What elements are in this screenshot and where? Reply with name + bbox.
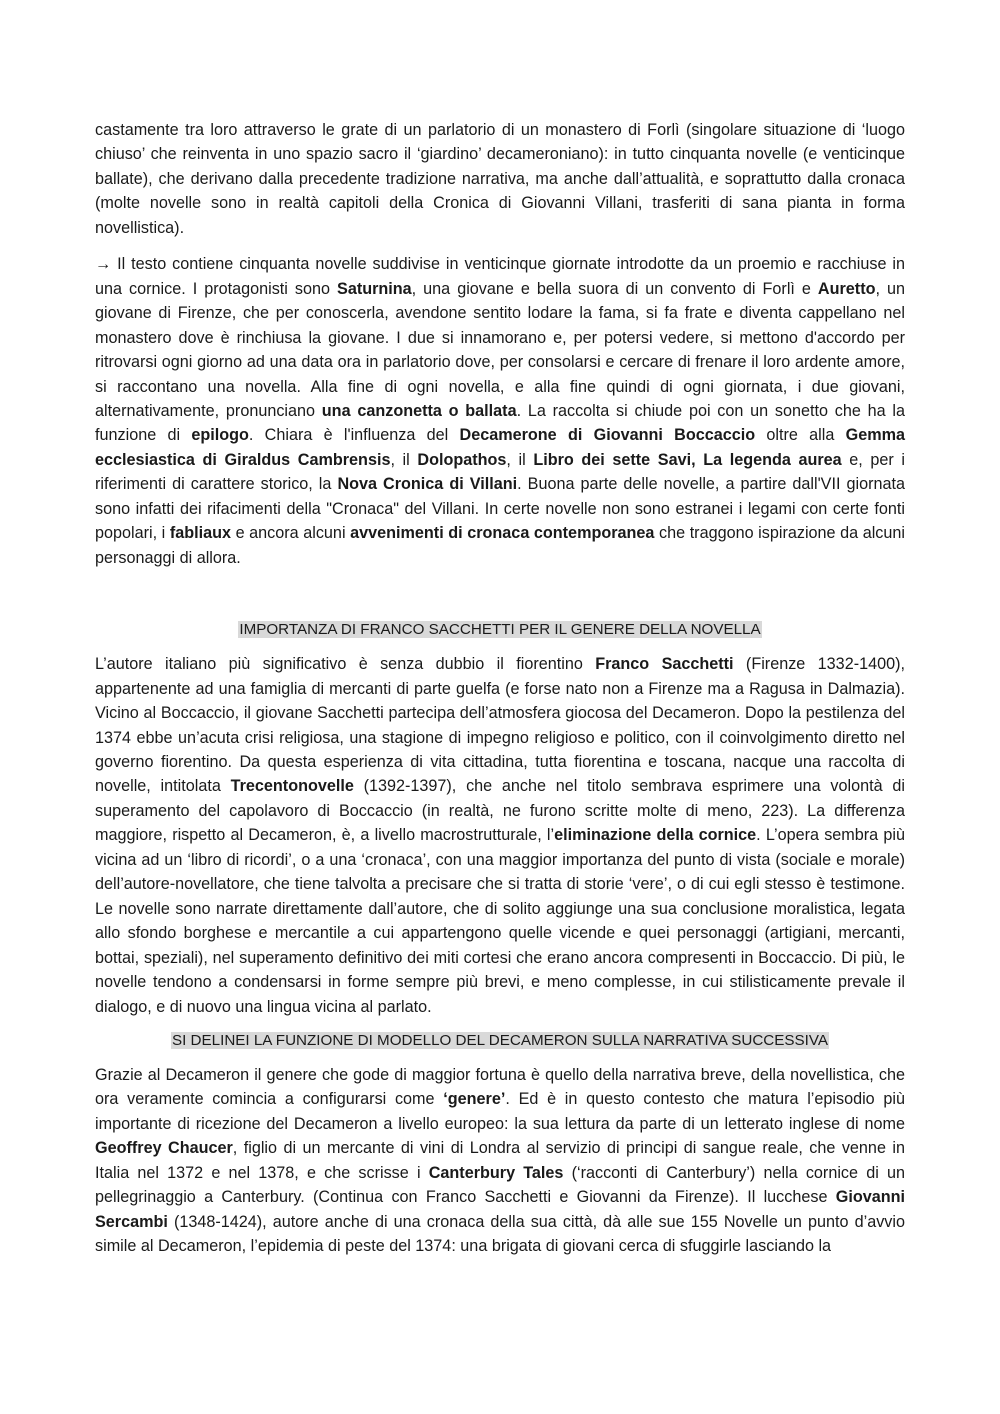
text-span: , figlio di un mercante di vini di Londra al servizio di principi di sangue reale, che venne in Italia nel 1372 e nel 1378, e che scrisse i: [95, 1139, 905, 1182]
bold-term: Libro dei sette Savi, La legenda aurea: [533, 450, 842, 469]
text-span: e ancora alcuni: [231, 524, 351, 543]
text-span: Grazie al Decameron il genere che gode di maggior fortuna è quello della narrativa breve, della novellistica, che ora veramente comincia a configurarsi come: [95, 1065, 905, 1109]
text-span: L’autore italiano più significativo è senza dubbio il fiorentino: [95, 655, 596, 674]
text-span: oltre alla: [755, 426, 846, 445]
bold-term: Geoffrey Chaucer: [95, 1139, 233, 1158]
text-span: . Chiara è l'influenza del: [248, 426, 460, 445]
text-span: . La raccolta si chiude poi con un sonetto che ha la funzione di: [95, 401, 905, 445]
bold-term: Saturnina: [337, 279, 412, 298]
text-span: . Buona parte delle novelle, a partire dall'VII giornata sono infatti dei rifacimenti della "Cronaca" del Villani. In certe novelle non sono estranei i legami con certe fonti popolari, i: [95, 475, 905, 543]
bold-term: eliminazione della cornice: [554, 826, 757, 845]
text-span: . L’opera sembra più vicina ad un ‘libro di ricordi’, o a una ‘cronaca’, con una maggior importanza del punto di vista (sociale e morale) dell’autore-novellatore, che tiene talvolta a precisare che si tratta di storie ‘vere’, o di cui egli stesso è testimone. Le novelle sono narrate direttamente dall’autore, che di solito aggiunge una sua conclusione moralistica, legata allo sfondo borghese e mercantile a cui appartengono quelle vicende e quei personaggi (artigiani, mercanti, bottai, speziali), nel superamento definitivo dei miti cortesi che erano ancora compresenti in Boccaccio. Di più, le novelle tendono a condensarsi in forme sempre più brevi, e meno complesse, in cui stilisticamente prevale il dialogo, e di nuovo una lingua vicina al parlato.: [95, 826, 905, 1016]
text-span: (1392-1397), che anche nel titolo sembrava esprimere una volontà di superamento del capolavoro di Boccaccio (in realtà, ne furono scritte molte di meno, 223). La differenza maggiore, rispetto al Decameron, è, a livello macrostrutturale, l’: [95, 777, 905, 845]
right-arrow-icon: →: [95, 255, 112, 274]
bold-term: Trecentonovelle: [230, 777, 354, 796]
bold-term: ‘genere’: [443, 1090, 506, 1109]
bold-term: Auretto: [817, 279, 876, 298]
bold-term: avvenimenti di cronaca contemporanea: [350, 524, 655, 543]
bold-term: epilogo: [191, 426, 249, 445]
paragraph-decameron-model: [95, 1063, 905, 1259]
bold-term: fabliaux: [169, 524, 232, 543]
section-heading-decameron-model: [95, 1029, 905, 1053]
bold-term: una canzonetta o ballata: [321, 401, 517, 420]
bold-term: Giovanni Sercambi: [95, 1188, 905, 1231]
bold-term: Nova Cronica di Villani: [337, 475, 518, 494]
text-span: , una giovane e bella suora di un convento di Forlì e: [411, 279, 818, 298]
bold-term: Dolopathos: [417, 450, 507, 469]
text-span: , il: [390, 450, 418, 469]
bold-term: Canterbury Tales: [428, 1163, 564, 1182]
bold-term: Gemma ecclesiastica di Giraldus Cambrensis: [95, 426, 905, 469]
text-span: che traggono ispirazione da alcuni personaggi di allora.: [95, 524, 905, 567]
section-heading-sacchetti: [95, 618, 905, 642]
text-span: (Firenze 1332-1400), appartenente ad una famiglia di mercanti di parte guelfa (e forse nato non a Firenze ma a Ragusa in Dalmazia). Vicino al Boccaccio, il giovane Sacchetti partecipa dell’atmosfera giocosa del Decameron. Dopo la pestilenza del 1374 ebbe un’acuta crisi religiosa, una stagione di impegno religioso e politico, con il coinvolgimento diretto nel governo fiorentino. Da questa esperienza di vita cittadina, tutta fiorentina e toscana, nacque una raccolta di novelle, intitolata: [95, 655, 905, 796]
heading-highlight: IMPORTANZA DI FRANCO SACCHETTI PER IL GENERE DELLA NOVELLA: [239, 621, 761, 639]
text-span: . Ed è in questo contesto che matura l’episodio più importante di ricezione del Decameron a livello europeo: la sua lettura da parte di un letterato inglese di nome: [95, 1090, 905, 1133]
bold-term: Franco Sacchetti: [595, 655, 734, 674]
bold-term: Decamerone di Giovanni Boccaccio: [459, 426, 756, 445]
paragraph-franco-sacchetti: [95, 652, 905, 1019]
paragraph-saturnina-auretto: [95, 252, 905, 570]
text-span: Il testo contiene cinquanta novelle suddivise in venticinque giornate introdotte da un proemio e racchiuse in una cornice. I protagonisti sono: [95, 255, 905, 298]
document-page: [95, 118, 905, 1259]
text-span: e, per i riferimenti di carattere storico, la: [95, 450, 905, 494]
text-span: (‘racconti di Canterbury’) nella cornice di un pellegrinaggio a Canterbury. (Continua con Franco Sacchetti e Giovanni da Firenze). Il lucchese: [95, 1163, 905, 1207]
heading-highlight: SI DELINEI LA FUNZIONE DI MODELLO DEL DECAMERON SULLA NARRATIVA SUCCESSIVA: [171, 1031, 829, 1049]
text-span: (1348-1424), autore anche di una cronaca della sua città, dà alle sue 155 Novelle un punto d’avvio simile al Decameron, l’epidemia di peste del 1374: una brigata di giovani cerca di sfuggirle lasciando la: [95, 1212, 905, 1256]
paragraph-cornice-intro: castamente tra loro attraverso le grate di un parlatorio di un monastero di Forlì (singolare situazione di ‘luogo chiuso’ che reinventa in uno spazio sacro il ‘giardino’ decameroniano): in tutto cinquanta novelle (e venticinque ballate), che derivano dalla precedente tradizione narrativa, ma anche dall’attualità, e soprattutto dalla cronaca (molte novelle sono in realtà capitoli della Cronica di Giovanni Villani, trasferiti di sana pianta in forma novellistica).: [95, 121, 905, 237]
text-span: , un giovane di Firenze, che per conoscerla, avendone sentito lodare la fama, si fa frate e diventa cappellano nel monastero dove è rinchiusa la giovane. I due si innamorano e, per potersi vedere, si mettono d'accordo per ritrovarsi ogni giorno ad una data ora in parlatorio dove, per consolarsi e cercare di frenare il loro ardente amore, si raccontano una novella. Alla fine di ogni novella, e alla fine quindi di ogni giornata, i due giovani, alternativamente, pronunciano: [95, 279, 905, 420]
text-span: , il: [506, 450, 534, 469]
